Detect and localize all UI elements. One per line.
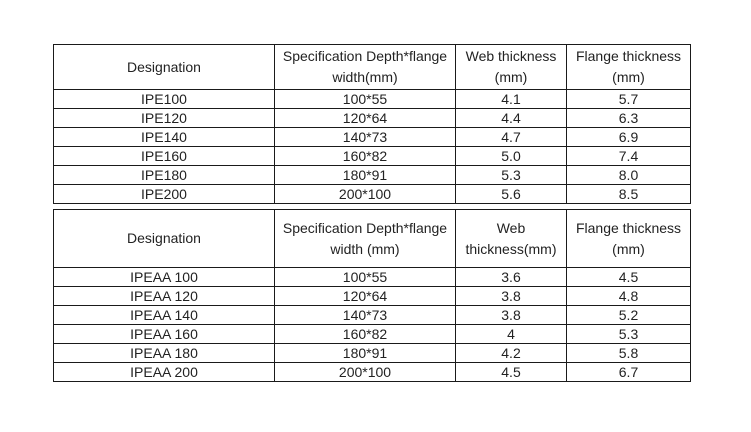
cell-web-thickness: 4.1	[456, 90, 567, 109]
cell-specification: 180*91	[275, 166, 456, 185]
cell-designation: IPE160	[54, 147, 275, 166]
table-row	[54, 90, 691, 109]
header-designation: Designation	[54, 210, 275, 268]
cell-designation: IPEAA 160	[54, 325, 275, 344]
cell-designation: IPEAA 120	[54, 287, 275, 306]
cell-flange-thickness: 7.4	[567, 147, 691, 166]
cell-web-thickness: 3.6	[456, 268, 567, 287]
cell-specification: 100*55	[275, 268, 456, 287]
table-row	[54, 268, 691, 287]
cell-web-thickness: 4.5	[456, 363, 567, 382]
cell-web-thickness: 5.6	[456, 185, 567, 204]
cell-web-thickness: 4	[456, 325, 567, 344]
table-row	[54, 109, 691, 128]
cell-specification: 160*82	[275, 325, 456, 344]
cell-designation: IPE100	[54, 90, 275, 109]
cell-specification: 200*100	[275, 363, 456, 382]
cell-flange-thickness: 6.9	[567, 128, 691, 147]
cell-designation: IPEAA 200	[54, 363, 275, 382]
cell-designation: IPEAA 140	[54, 306, 275, 325]
table-row	[54, 147, 691, 166]
header-designation: Designation	[54, 45, 275, 90]
cell-designation: IPEAA 180	[54, 344, 275, 363]
table-row	[54, 363, 691, 382]
ipeaa-spec-table	[53, 209, 691, 382]
header-specification: Specification Depth*flange width(mm)	[275, 45, 456, 90]
cell-web-thickness: 3.8	[456, 287, 567, 306]
header-flange-thickness: Flange thickness (mm)	[567, 45, 691, 90]
cell-flange-thickness: 6.7	[567, 363, 691, 382]
header-specification: Specification Depth*flange width (mm)	[275, 210, 456, 268]
cell-flange-thickness: 8.5	[567, 185, 691, 204]
header-web-thickness: Web thickness (mm)	[456, 45, 567, 90]
table-row	[54, 306, 691, 325]
table-row	[54, 325, 691, 344]
ipe-spec-table	[53, 44, 691, 204]
cell-specification: 180*91	[275, 344, 456, 363]
cell-flange-thickness: 6.3	[567, 109, 691, 128]
header-flange-thickness: Flange thickness (mm)	[567, 210, 691, 268]
cell-web-thickness: 4.2	[456, 344, 567, 363]
cell-specification: 200*100	[275, 185, 456, 204]
cell-web-thickness: 5.0	[456, 147, 567, 166]
cell-web-thickness: 4.7	[456, 128, 567, 147]
table-row	[54, 287, 691, 306]
cell-web-thickness: 4.4	[456, 109, 567, 128]
cell-designation: IPE120	[54, 109, 275, 128]
table-row	[54, 166, 691, 185]
cell-specification: 140*73	[275, 306, 456, 325]
header-web-thickness: Web thickness(mm)	[456, 210, 567, 268]
cell-flange-thickness: 5.7	[567, 90, 691, 109]
table-row	[54, 185, 691, 204]
table-row	[54, 128, 691, 147]
table-header-row	[54, 210, 691, 268]
cell-flange-thickness: 4.5	[567, 268, 691, 287]
table-header-row	[54, 45, 691, 90]
cell-web-thickness: 5.3	[456, 166, 567, 185]
cell-specification: 160*82	[275, 147, 456, 166]
cell-designation: IPEAA 100	[54, 268, 275, 287]
cell-specification: 120*64	[275, 287, 456, 306]
cell-flange-thickness: 5.8	[567, 344, 691, 363]
cell-flange-thickness: 5.2	[567, 306, 691, 325]
cell-specification: 140*73	[275, 128, 456, 147]
cell-flange-thickness: 8.0	[567, 166, 691, 185]
cell-flange-thickness: 4.8	[567, 287, 691, 306]
cell-designation: IPE140	[54, 128, 275, 147]
table-row	[54, 344, 691, 363]
cell-specification: 100*55	[275, 90, 456, 109]
cell-designation: IPE180	[54, 166, 275, 185]
cell-designation: IPE200	[54, 185, 275, 204]
cell-web-thickness: 3.8	[456, 306, 567, 325]
cell-specification: 120*64	[275, 109, 456, 128]
cell-flange-thickness: 5.3	[567, 325, 691, 344]
